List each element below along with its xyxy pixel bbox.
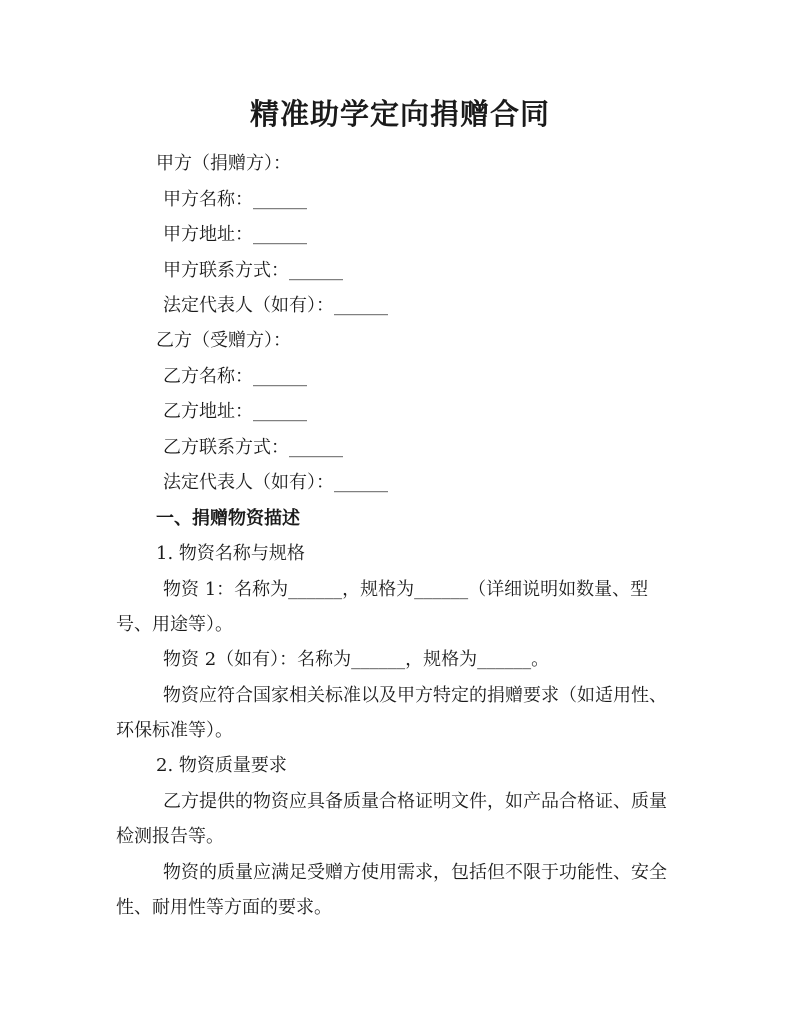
- party-a-name: 甲方名称：______: [163, 189, 307, 210]
- party-b-heading: 乙方（受赠方）：: [156, 330, 291, 351]
- quality-paragraph-1-line-1: 乙方提供的物资应具备质量合格证明文件，如产品合格证、质量: [163, 791, 667, 812]
- quality-paragraph-2-line-2: 性、耐用性等方面的要求。: [116, 897, 332, 918]
- quality-paragraph-1-line-2: 检测报告等。: [116, 826, 224, 847]
- party-a-address: 甲方地址：______: [163, 224, 307, 245]
- item-1-line-1: 物资 1：名称为______，规格为______（详细说明如数量、型: [163, 579, 649, 600]
- standard-line-1: 物资应符合国家相关标准以及甲方特定的捐赠要求（如适用性、: [163, 685, 667, 706]
- party-b-representative: 法定代表人（如有）：______: [163, 472, 388, 493]
- party-a-contact: 甲方联系方式：______: [163, 260, 343, 281]
- item-1-line-2: 号、用途等）。: [116, 614, 233, 635]
- standard-line-2: 环保标准等）。: [116, 720, 233, 741]
- party-b-address: 乙方地址：______: [163, 401, 307, 422]
- party-b-name: 乙方名称：______: [163, 366, 307, 387]
- item-2-line: 物资 2（如有）：名称为______，规格为______。: [163, 649, 550, 670]
- subsection-2-heading: 2. 物资质量要求: [156, 755, 287, 776]
- party-b-contact: 乙方联系方式：______: [163, 437, 343, 458]
- section-1-heading: 一、捐赠物资描述: [156, 508, 300, 529]
- contract-title: 精准助学定向捐赠合同: [249, 97, 550, 131]
- party-a-representative: 法定代表人（如有）：______: [163, 295, 388, 316]
- quality-paragraph-2-line-1: 物资的质量应满足受赠方使用需求，包括但不限于功能性、安全: [163, 862, 667, 883]
- party-a-heading: 甲方（捐赠方）：: [156, 153, 291, 174]
- subsection-1-heading: 1. 物资名称与规格: [156, 543, 305, 564]
